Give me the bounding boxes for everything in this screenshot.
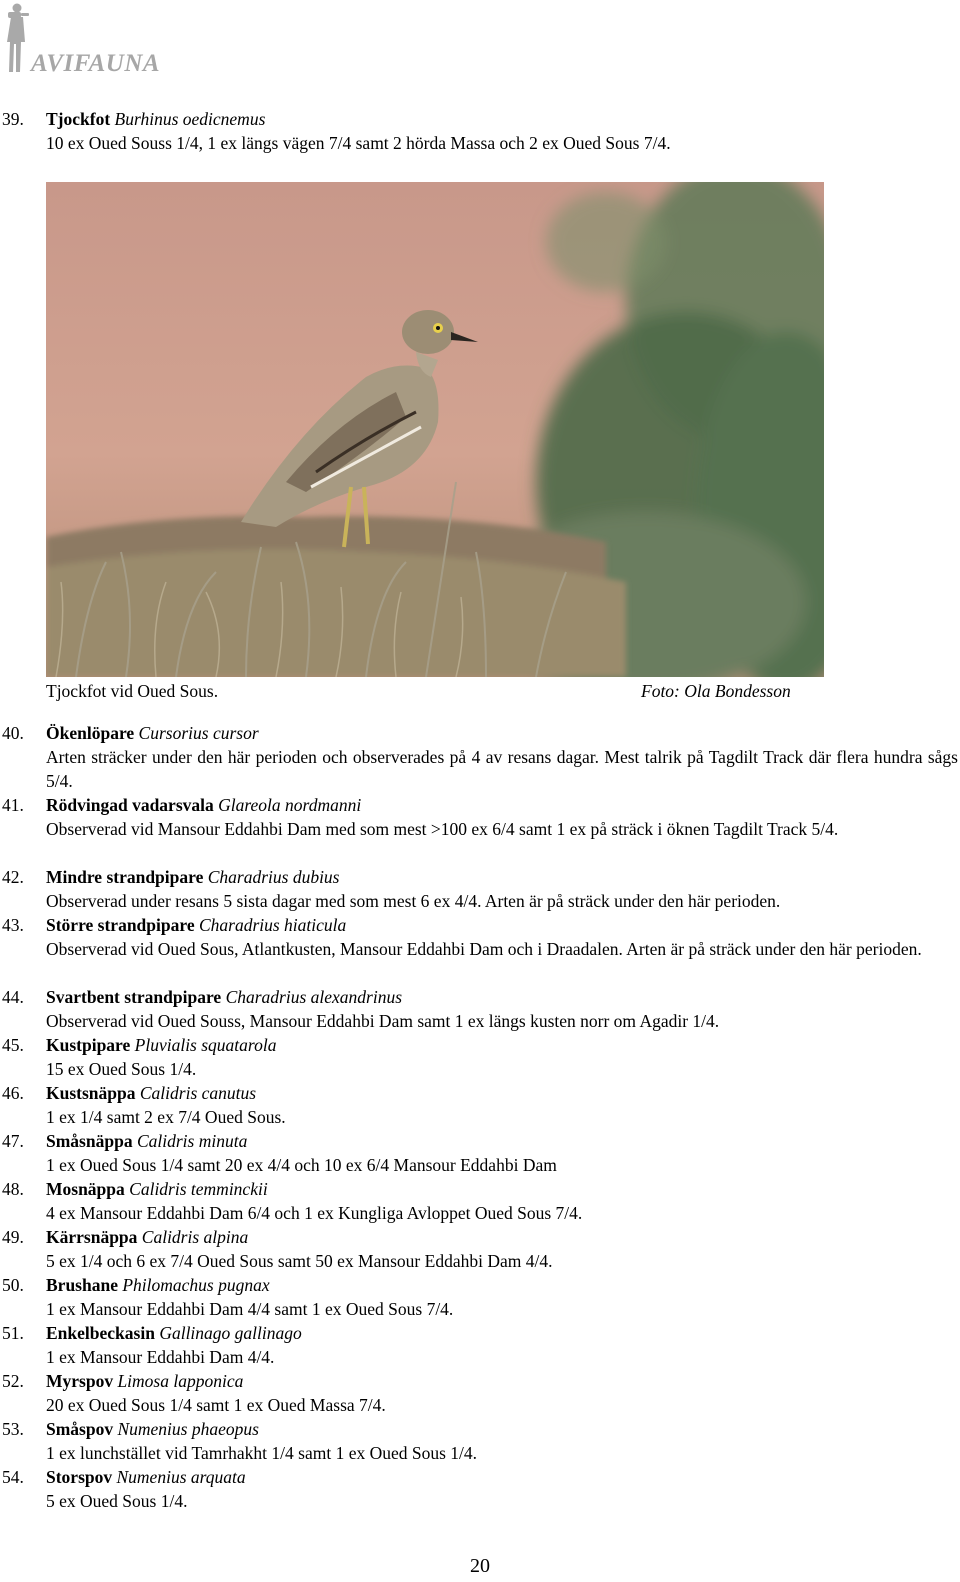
entry-number: 54. <box>2 1467 24 1487</box>
species-entry-52 <box>0 1369 958 1417</box>
species-entry-48 <box>0 1177 958 1225</box>
latin-name: Gallinago gallinago <box>159 1323 302 1343</box>
swedish-name: Tjockfot <box>46 109 111 129</box>
birdwatcher-silhouette-icon <box>3 2 31 74</box>
species-description: 5 ex 1/4 och 6 ex 7/4 Oued Sous samt 50 ex Mansour Eddahbi Dam 4/4. <box>46 1251 553 1271</box>
page-number: 20 <box>470 1555 490 1577</box>
latin-name: Charadrius hiaticula <box>198 915 347 935</box>
latin-name: Numenius phaeopus <box>117 1419 259 1439</box>
latin-name: Pluvialis squatarola <box>134 1035 277 1055</box>
species-entry-54 <box>0 1465 958 1513</box>
swedish-name: Småspov <box>46 1419 114 1439</box>
species-heading <box>46 1033 958 1057</box>
latin-name: Philomachus pugnax <box>122 1275 270 1295</box>
entry-number: 40. <box>2 723 24 743</box>
species-heading <box>46 721 958 745</box>
swedish-name: Brushane <box>46 1275 118 1295</box>
logo-text: AVIFAUNA <box>31 50 161 77</box>
species-description: 5 ex Oued Sous 1/4. <box>46 1491 188 1511</box>
species-description: 1 ex Mansour Eddahbi Dam 4/4 samt 1 ex Oued Sous 7/4. <box>46 1299 454 1319</box>
species-description: Observerad under resans 5 sista dagar med som mest 6 ex 4/4. Arten är på sträck under den här perioden. <box>46 891 781 911</box>
entry-number: 50. <box>2 1275 24 1295</box>
species-description: Observerad vid Mansour Eddahbi Dam med som mest >100 ex 6/4 samt 1 ex på sträck i öknen Tagdilt Track 5/4. <box>46 819 839 839</box>
entry-number: 47. <box>2 1131 24 1151</box>
species-description: 1 ex 1/4 samt 2 ex 7/4 Oued Sous. <box>46 1107 286 1127</box>
species-description: 4 ex Mansour Eddahbi Dam 6/4 och 1 ex Kungliga Avloppet Oued Sous 7/4. <box>46 1203 583 1223</box>
species-entry-41 <box>0 793 958 841</box>
entry-number: 42. <box>2 867 24 887</box>
latin-name: Calidris canutus <box>139 1083 257 1103</box>
photo-caption: Tjockfot vid Oued Sous. <box>46 681 219 701</box>
species-heading <box>46 1369 958 1393</box>
species-heading <box>46 1465 958 1489</box>
swedish-name: Mindre strandpipare <box>46 867 204 887</box>
stone-curlew-photo <box>46 182 824 677</box>
entry-number: 48. <box>2 1179 24 1199</box>
species-heading <box>46 1225 958 1249</box>
swedish-name: Kustpipare <box>46 1035 131 1055</box>
entry-number: 49. <box>2 1227 24 1247</box>
species-description: 20 ex Oued Sous 1/4 samt 1 ex Oued Massa 7/4. <box>46 1395 386 1415</box>
species-entry-47 <box>0 1129 958 1177</box>
latin-name: Burhinus oedicnemus <box>114 109 266 129</box>
species-heading <box>46 1273 958 1297</box>
latin-name: Calidris alpina <box>141 1227 249 1247</box>
species-entry-39 <box>0 107 958 155</box>
species-entry-40 <box>0 721 958 793</box>
entry-number: 39. <box>2 109 24 129</box>
species-description: 15 ex Oued Sous 1/4. <box>46 1059 197 1079</box>
entry-number: 46. <box>2 1083 24 1103</box>
latin-name: Glareola nordmanni <box>218 795 362 815</box>
swedish-name: Myrspov <box>46 1371 114 1391</box>
species-entry-45 <box>0 1033 958 1081</box>
species-heading <box>46 107 958 131</box>
entry-number: 45. <box>2 1035 24 1055</box>
entry-number: 51. <box>2 1323 24 1343</box>
species-heading <box>46 1417 958 1441</box>
swedish-name: Kustsnäppa <box>46 1083 136 1103</box>
species-description: 1 ex lunchstället vid Tamrhakht 1/4 samt 1 ex Oued Sous 1/4. <box>46 1443 478 1463</box>
species-description: 1 ex Oued Sous 1/4 samt 20 ex 4/4 och 10 ex 6/4 Mansour Eddahbi Dam <box>46 1155 557 1175</box>
species-entry-49 <box>0 1225 958 1273</box>
latin-name: Charadrius alexandrinus <box>225 987 403 1007</box>
entry-number: 53. <box>2 1419 24 1439</box>
species-description: 10 ex Oued Souss 1/4, 1 ex längs vägen 7/4 samt 2 hörda Massa och 2 ex Oued Sous 7/4. <box>46 133 671 153</box>
species-entry-51 <box>0 1321 958 1369</box>
swedish-name: Ökenlöpare <box>46 723 135 743</box>
avifauna-logo <box>3 2 173 77</box>
swedish-name: Mosnäppa <box>46 1179 125 1199</box>
swedish-name: Storspov <box>46 1467 113 1487</box>
latin-name: Charadrius dubius <box>207 867 340 887</box>
latin-name: Cursorius cursor <box>138 723 259 743</box>
entry-number: 41. <box>2 795 24 815</box>
species-description: 1 ex Mansour Eddahbi Dam 4/4. <box>46 1347 275 1367</box>
species-description: Observerad vid Oued Sous, Atlantkusten, Mansour Eddahbi Dam och i Draadalen. Arten är på sträck under den här perioden. <box>46 939 922 959</box>
species-entry-53 <box>0 1417 958 1465</box>
species-entry-44 <box>0 985 958 1033</box>
latin-name: Calidris temminckii <box>129 1179 268 1199</box>
swedish-name: Kärrsnäppa <box>46 1227 138 1247</box>
species-heading <box>46 913 958 937</box>
species-heading <box>46 985 958 1009</box>
species-heading <box>46 793 958 817</box>
entry-number: 52. <box>2 1371 24 1391</box>
entry-number: 43. <box>2 915 24 935</box>
photo-credit: Foto: Ola Bondesson <box>641 681 791 701</box>
species-entry-46 <box>0 1081 958 1129</box>
species-heading <box>46 1177 958 1201</box>
species-entry-42 <box>0 865 958 913</box>
latin-name: Calidris minuta <box>136 1131 248 1151</box>
species-description: Observerad vid Oued Souss, Mansour Eddahbi Dam samt 1 ex längs kusten norr om Agadir 1/4. <box>46 1011 720 1031</box>
species-entry-43 <box>0 913 958 961</box>
latin-name: Limosa lapponica <box>117 1371 244 1391</box>
species-heading <box>46 1129 958 1153</box>
swedish-name: Svartbent strandpipare <box>46 987 222 1007</box>
species-description: Arten sträcker under den här perioden och observerades på 4 av resans dagar. Mest talrik på Tagdilt Track där flera hundra sågs 5/4. <box>46 747 958 791</box>
swedish-name: Enkelbeckasin <box>46 1323 155 1343</box>
latin-name: Numenius arquata <box>116 1467 246 1487</box>
species-entry-50 <box>0 1273 958 1321</box>
entry-number: 44. <box>2 987 24 1007</box>
species-heading <box>46 1321 958 1345</box>
swedish-name: Rödvingad vadarsvala <box>46 795 214 815</box>
species-heading <box>46 1081 958 1105</box>
species-heading <box>46 865 958 889</box>
swedish-name: Småsnäppa <box>46 1131 133 1151</box>
swedish-name: Större strandpipare <box>46 915 195 935</box>
